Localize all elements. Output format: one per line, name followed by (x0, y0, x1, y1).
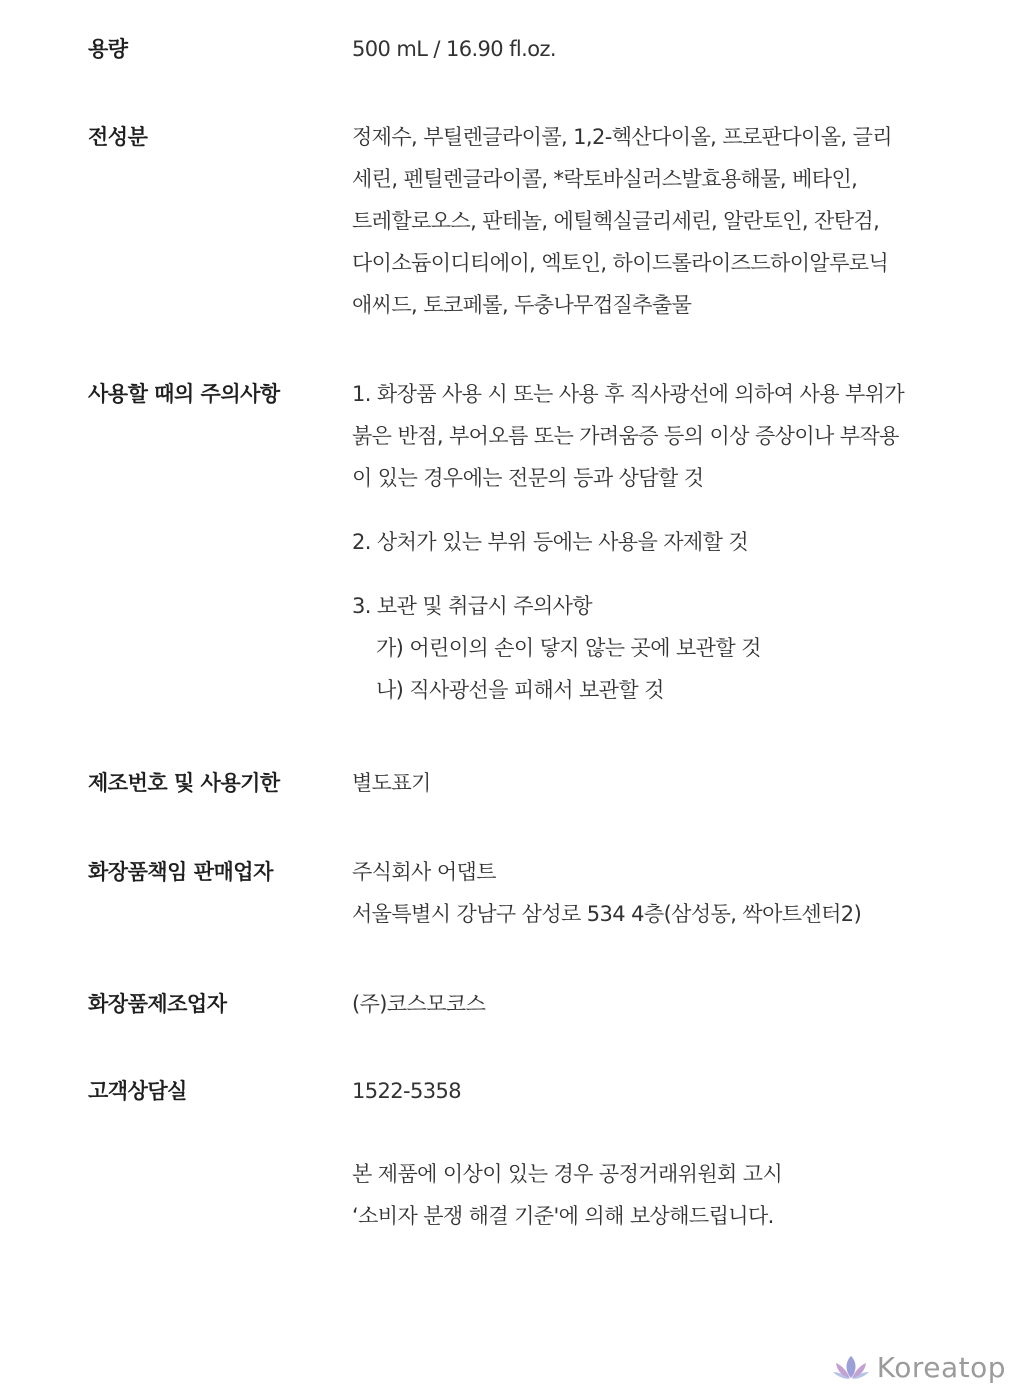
row-value (352, 762, 952, 804)
row-label: 고객상담실 (88, 1079, 187, 1103)
row-value (352, 851, 952, 935)
value-line: 별도표기 (352, 771, 431, 795)
row-label: 화장품책임 판매업자 (88, 860, 273, 884)
value-line: 다이소듐이디티에이, 엑토인, 하이드롤라이즈드하이알루로닉 (352, 251, 889, 275)
value-line: 서울특별시 강남구 삼성로 534 4층(삼성동, 싹아트센터2) (352, 902, 862, 926)
caution-item-2 (352, 521, 952, 563)
value-line: 세린, 펜틸렌글라이콜, *락토바실러스발효용해물, 베타인, (352, 167, 858, 191)
watermark-text: Koreatop (876, 1351, 1006, 1384)
value-line: 애씨드, 토코페롤, 두충나무껍질추출물 (352, 293, 692, 317)
caution-subitem: 가) 어린이의 손이 닿지 않는 곳에 보관할 것 (376, 636, 761, 660)
row-label: 사용할 때의 주의사항 (88, 382, 280, 406)
value-line: (주)코스모코스 (352, 992, 486, 1016)
caution-item-3 (352, 585, 952, 711)
value-line: 주식회사 어댑트 (352, 860, 496, 884)
row-label: 화장품제조업자 (88, 992, 227, 1016)
row-value (352, 1070, 952, 1112)
value-line: 붉은 반점, 부어오름 또는 가려움증 등의 이상 증상이나 부작용 (352, 424, 899, 448)
value-line: 트레할로오스, 판테놀, 에틸헥실글리세린, 알란토인, 잔탄검, (352, 209, 880, 233)
phone-number: 1522-5358 (352, 1079, 462, 1103)
watermark (831, 1351, 1006, 1384)
row-label: 용량 (88, 37, 128, 61)
row-value (352, 373, 952, 711)
value-line: 2. 상처가 있는 부위 등에는 사용을 자제할 것 (352, 530, 749, 554)
value-line: 정제수, 부틸렌글라이콜, 1,2-헥산다이올, 프로판다이올, 글리 (352, 125, 892, 149)
notice-text (352, 1153, 952, 1237)
value-line: 500 mL / 16.90 fl.oz. (352, 37, 556, 61)
row-value (352, 28, 952, 70)
row-label: 전성분 (88, 125, 148, 149)
value-line: 본 제품에 이상이 있는 경우 공정거래위원회 고시 (352, 1162, 783, 1186)
value-line: 이 있는 경우에는 전문의 등과 상담할 것 (352, 466, 704, 490)
value-line: 1. 화장품 사용 시 또는 사용 후 직사광선에 의하여 사용 부위가 (352, 382, 905, 406)
row-value (352, 116, 952, 326)
value-line: ‘소비자 분쟁 해결 기준'에 의해 보상해드립니다. (352, 1204, 774, 1228)
lotus-icon (831, 1353, 871, 1383)
caution-item-1 (352, 373, 952, 499)
caution-subitem: 나) 직사광선을 피해서 보관할 것 (376, 678, 664, 702)
row-label: 제조번호 및 사용기한 (88, 771, 280, 795)
row-value (352, 983, 952, 1025)
value-line: 3. 보관 및 취급시 주의사항 (352, 594, 592, 618)
